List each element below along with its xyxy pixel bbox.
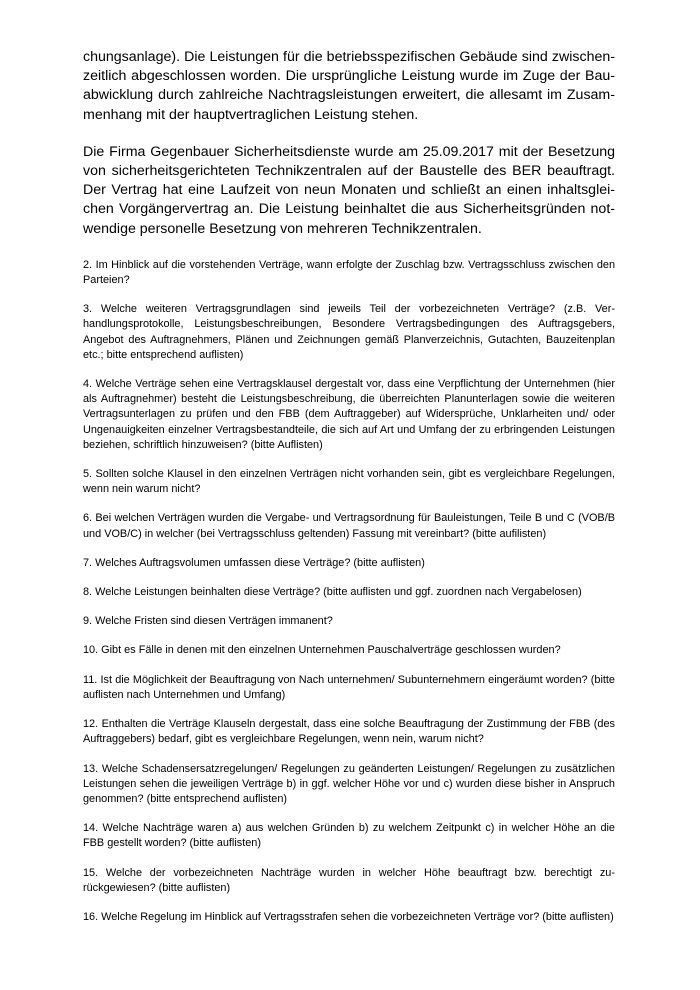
question-item: 10. Gibt es Fälle in denen mit den einzelnen Unternehmen Pauschalverträge geschlossen wurden? xyxy=(83,644,561,657)
question-item: 12. Enthalten die Verträge Klauseln dergestalt, dass eine solche Beauftragung der Zustimmung der FBB (des Auftraggebers) bedarf, gibt es vergleichbare Regelungen, wenn nein, warum nicht? xyxy=(83,718,615,746)
intro-paragraph-gegenbauer: Die Firma Gegenbauer Sicherheitsdienste wurde am 25.09.2017 mit der Besetzung von sicherheitsgerichteten Technikzentralen auf der Baustelle des BER beauftragt. Der Vertrag hat eine Laufzeit von neun Monaten und schließt an einen inhaltsgleichen Vorgängervertrag an. Die Leistung beinhaltet die aus Sicherheitsgründen notwendige personelle Besetzung von mehreren Technikzentralen. xyxy=(83,143,615,237)
question-item: 4. Welche Verträge sehen eine Vertragsklausel dergestalt vor, dass eine Verpflichtung der Unternehmen (hier als Auftragnehmer) besteht die Leistungsbeschreibung, die überreichten Planunterlagen sowie die weiteren Vertragsunterlagen zu prüfen und den FBB (dem Auftraggeber) auf Widersprüche, Unklarheiten und/ oder Ungenauigkeiten einzelner Vertragsbestandteile, die sich auf Art und Umfang der zu erbringenden Leistungen beziehen, schriftlich hinzuweisen? (bitte Auflisten) xyxy=(83,378,615,451)
question-item: 6. Bei welchen Verträgen wurden die Vergabe- und Vertragsordnung für Bauleistungen, Teile B und C (VOB/B und VOB/C) in welcher (bei Vertragsschluss geltenden) Fassung mit vereinbart? (bitte aufilisten) xyxy=(83,512,615,540)
document-page xyxy=(83,48,615,939)
question-item: 9. Welche Fristen sind diesen Verträgen immanent? xyxy=(83,615,333,628)
question-item: 15. Welche der vorbezeichneten Nachträge wurden in welcher Höhe beauftragt bzw. berechtigt zurückgewiesen? (bitte auflisten) xyxy=(83,866,615,894)
question-item: 14. Welche Nachträge waren a) aus welchen Gründen b) zu welchem Zeitpunkt c) in welcher Höhe an die FBB gestellt worden? (bitte auflisten) xyxy=(83,822,615,850)
question-list xyxy=(83,258,615,925)
question-item: 13. Welche Schadensersatzregelungen/ Regelungen zu geänderten Leistungen/ Regelungen zu zusätzlichen Leistungen sehen die jeweiligen Verträge b) in ggf. welcher Höhe vor und c) wurden diese bisher in Anspruch genommen? (bitte entsprechend auflisten) xyxy=(83,762,615,805)
question-item: 11. Ist die Möglichkeit der Beauftragung von Nach unternehmen/ Subunternehmern eingeräumt worden? (bitte auflisten nach Unternehmen und Umfang) xyxy=(83,673,615,701)
question-item: 2. Im Hinblick auf die vorstehenden Verträge, wann erfolgte der Zuschlag bzw. Vertragsschluss zwischen den Parteien? xyxy=(83,258,615,287)
question-item: 8. Welche Leistungen beinhalten diese Verträge? (bitte auflisten und ggf. zuordnen nach Vergabelosen) xyxy=(83,586,582,599)
question-item: 5. Sollten solche Klausel in den einzelnen Verträgen nicht vorhanden sein, gibt es vergleichbare Regelungen, wenn nein warum nicht? xyxy=(83,468,615,496)
intro-paragraph-continued: chungsanlage). Die Leistungen für die betriebsspezifischen Gebäude sind zwischenzeitlich abgeschlossen worden. Die ursprüngliche Leistung wurde im Zuge der Bauabwicklung durch zahlreiche Nachtragsleistungen erweitert, die allesamt im Zusammenhang mit der hauptvertraglichen Leistung stehen. xyxy=(83,49,615,123)
question-item: 3. Welche weiteren Vertragsgrundlagen sind jeweils Teil der vorbezeichneten Verträge? (z.B. Verhandlungsprotokolle, Leistungsbeschreibungen, Besondere Vertragsbedingungen des Auftragsgebers, Angebot des Auftragnehmers, Plänen und Zeichnungen gemäß Planverzeichnis, Gutachten, Bauzeitenplan etc.; bitte entsprechend auflisten) xyxy=(83,303,615,361)
question-item: 16. Welche Regelung im Hinblick auf Vertragsstrafen sehen die vorbezeichneten Verträge vor? (bitte auflisten) xyxy=(83,910,614,923)
intro-section xyxy=(83,48,615,239)
question-item: 7. Welches Auftragsvolumen umfassen diese Verträge? (bitte auflisten) xyxy=(83,556,425,569)
